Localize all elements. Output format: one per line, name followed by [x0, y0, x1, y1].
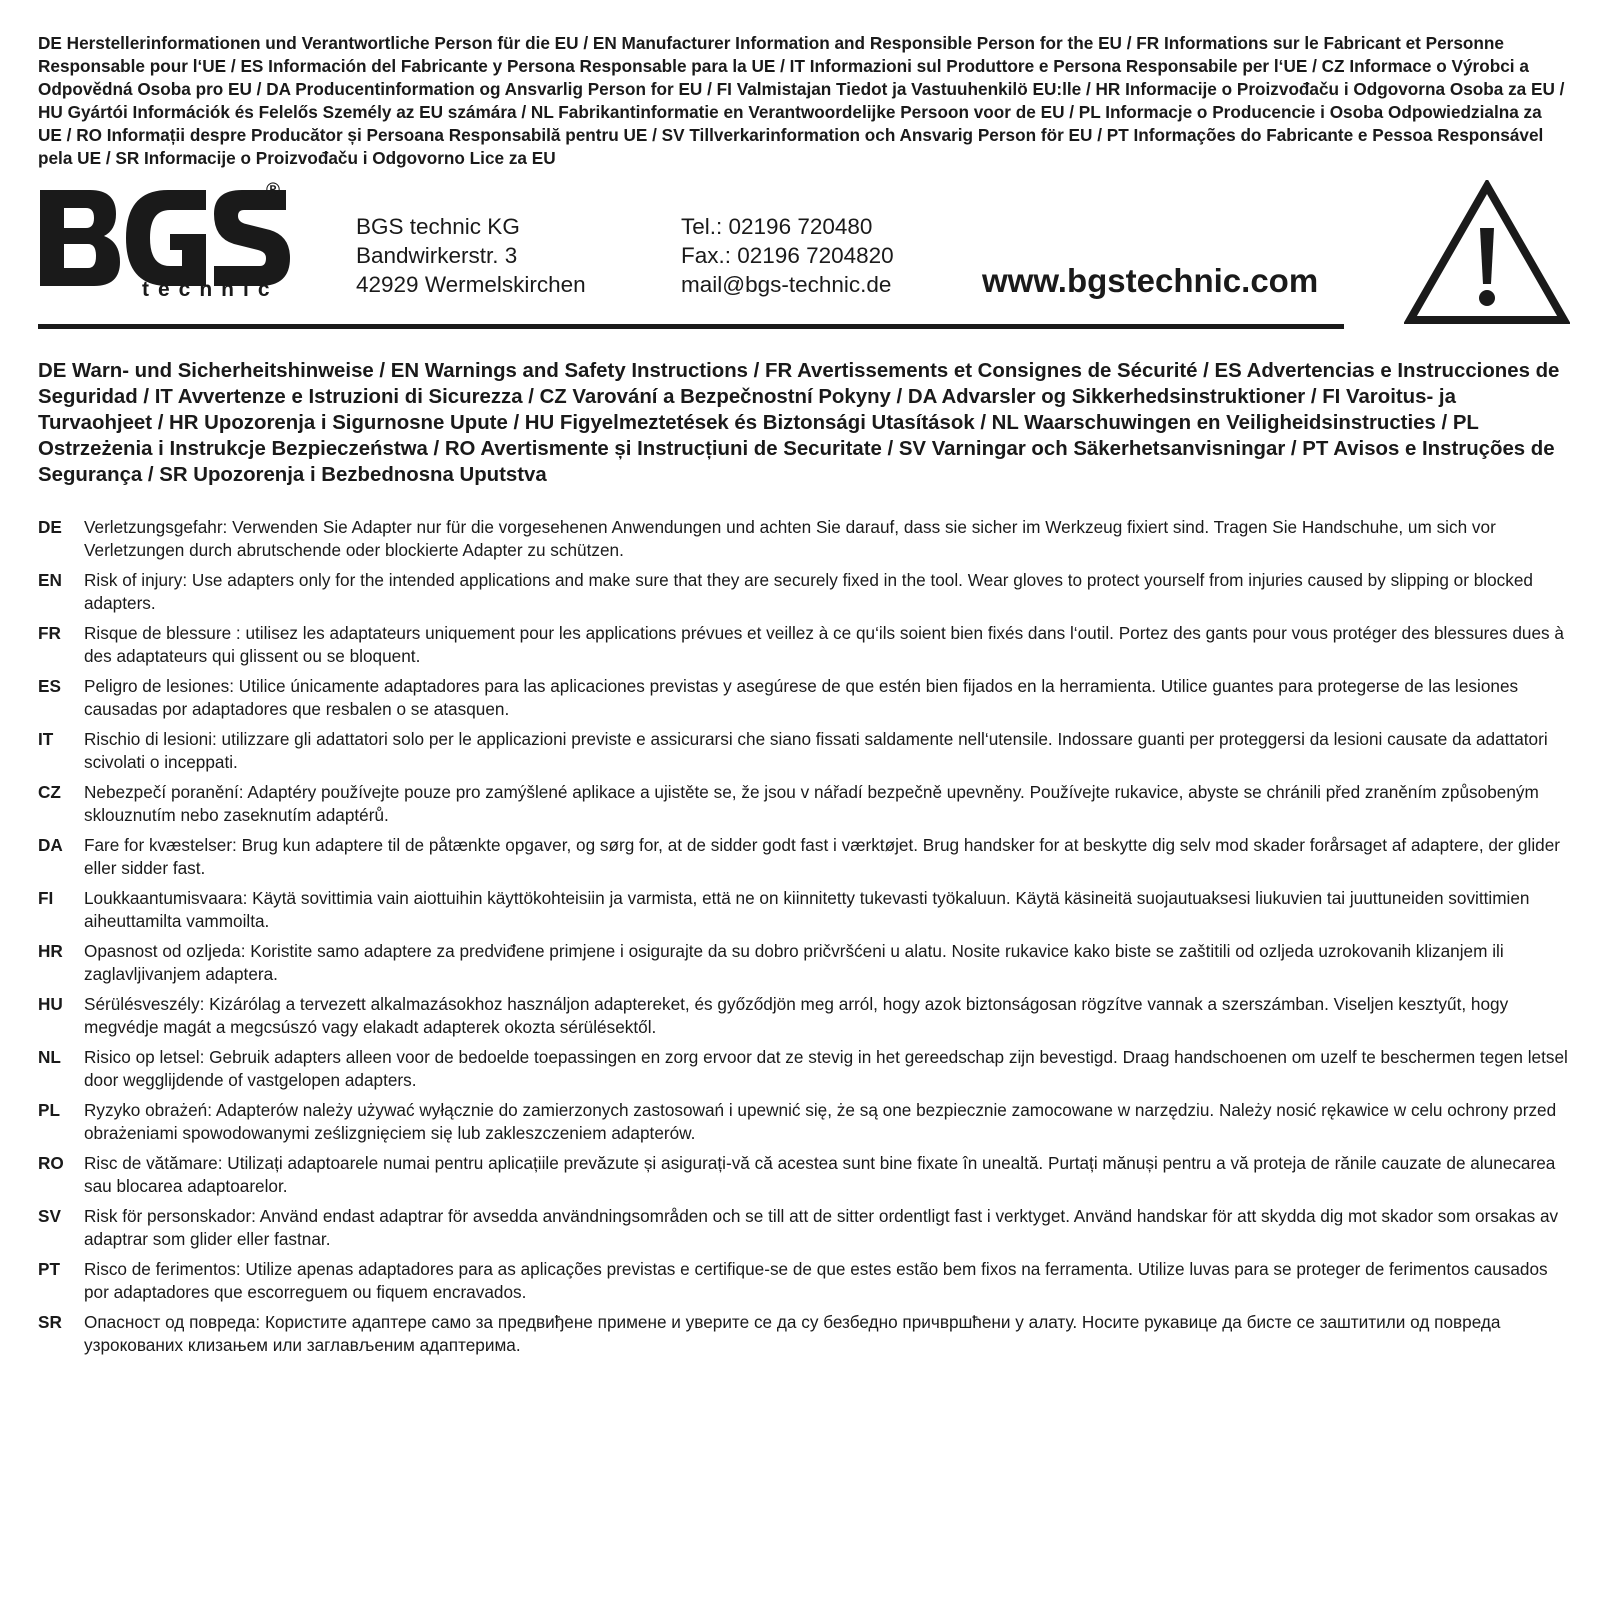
instruction-da [38, 834, 1568, 879]
instruction-text: Risk för personskador: Använd endast adaptrar för avsedda användningsområden och se till att de sitter ordentligt fast i verktyget. Använd handskar för att skydda dig mot skador som orsakas av adaptrar som glider eller fastnar. [84, 1206, 1559, 1249]
website-url: www.bgstechnic.com [982, 262, 1319, 299]
instruction-text: Opasnost od ozljeda: Koristite samo adaptere za predviđene primjene i osigurajte da su dobro pričvršćeni u alatu. Nosite rukavice kako biste se zaštitili od ozljeda uzrokovanih klizanjem ili zaglavljivanjem adaptera. [84, 941, 1504, 984]
bgs-technic-logo [38, 180, 294, 306]
manufacturer-info-heading: DE Herstellerinformationen und Verantwortliche Person für die EU / EN Manufacturer Information and Responsible Person for the EU / FR Informations sur le Fabricant et Personne Responsable pour l‘UE / ES Información del Fabricante y Persona Responsable para la UE / IT Informazioni sul Produttore e Persona Responsabile per l‘UE / CZ Informace o Výrobci a Odpovědná Osoba pro EU / DA Producentinformation og Ansvarlig Person for EU / FI Valmistajan Tiedot ja Vastuuhenkilö EU:lle / HR Informacije o Proizvođaču i Odgovorna Osoba za EU / HU Gyártói Információk és Felelős Személy az EU számára / NL Fabrikantinformatie en Verantwoordelijke Persoon voor de EU / PL Informacje o Producencie i Osoba Odpowiedzialna za UE / RO Informații despre Producător și Persoana Responsabilă pentru UE / SV Tillverkarinformation och Ansvarig Person för EU / PT Informações do Fabricante e Pessoa Responsável pela UE / SR Informacije o Proizvođaču i Odgovorno Lice za EU [38, 33, 1565, 168]
instruction-text: Risque de blessure : utilisez les adaptateurs uniquement pour les applications prévues et veillez à ce qu‘ils soient bien fixés dans l‘outil. Portez des gants pour vous protéger des blessures dues à des adaptateurs qui glissent ou se bloquent. [84, 623, 1564, 666]
language-code: SR [38, 1312, 62, 1332]
language-code: HR [38, 941, 63, 961]
document-page [38, 32, 1568, 1364]
instruction-text: Rischio di lesioni: utilizzare gli adattatori solo per le applicazioni previste e assicurarsi che siano fissati saldamente nell‘utensile. Indossare guanti per proteggersi da lesioni causate da adattatori scivolati o inceppati. [84, 729, 1548, 772]
safety-instructions-heading: DE Warn- und Sicherheitshinweise / EN Warnings and Safety Instructions / FR Avertissements et Consignes de Sécurité / ES Advertencias e Instrucciones de Seguridad / IT Avvertenze e Istruzioni di Sicurezza / CZ Varování a Bezpečnostní Pokyny / DA Advarsler og Sikkerhedsinstruktioner / FI Varoitus- ja Turvaohjeet / HR Upozorenja i Sigurnosne Upute / HU Figyelmeztetések és Biztonsági Utasítások / NL Waarschuwingen en Veiligheidsinstructies / PL Ostrzeżenia i Instrukcje Bezpieczeństwa / RO Avertismente și Instrucțiuni de Securitate / SV Varningar och Säkerhetsanvisningar / PT Avisos e Instruções de Segurança / SR Upozorenja i Bezbednosna Uputstva [38, 360, 1560, 486]
fax-number: Fax.: 02196 7204820 [681, 243, 894, 268]
language-code: FI [38, 888, 54, 908]
instruction-text: Опасност од повреда: Користите адаптере само за предвиђене примене и уверите се да су безбедно причвршћени у алату. Носите рукавице да бисте се заштитили од повреда узрокованих клизањем или заглављеним адаптерима. [84, 1312, 1501, 1355]
instruction-hu [38, 993, 1568, 1038]
company-header [38, 180, 1568, 346]
instruction-text: Sérülésveszély: Kizárólag a tervezett alkalmazásokhoz használjon adaptereket, és győződjön meg arról, hogy azok biztonságosan rögzítve vannak a szerszámban. Viseljen kesztyűt, hogy megvédje magát a megcsúszó vagy elakadt adapterek okozta sérülésektől. [84, 994, 1509, 1037]
header-divider [38, 324, 1344, 329]
instruction-text: Risico op letsel: Gebruik adapters alleen voor de bedoelde toepassingen en zorg ervoor dat ze stevig in het gereedschap zijn bevestigd. Draag handschoenen om uzelf te beschermen tegen letsel door wegglijdende of vastgelopen adapters. [84, 1047, 1568, 1090]
instruction-nl [38, 1046, 1568, 1091]
language-code: ES [38, 676, 61, 696]
instruction-ro [38, 1152, 1568, 1197]
company-address [356, 212, 586, 299]
instruction-hr [38, 940, 1568, 985]
company-city: 42929 Wermelskirchen [356, 272, 586, 297]
instruction-it [38, 728, 1568, 773]
company-contact [681, 212, 894, 299]
instruction-cz [38, 781, 1568, 826]
language-code: PT [38, 1259, 60, 1279]
company-street: Bandwirkerstr. 3 [356, 243, 518, 268]
instruction-sr [38, 1311, 1568, 1356]
instruction-fr [38, 622, 1568, 667]
company-name: BGS technic KG [356, 214, 520, 239]
instruction-text: Loukkaantumisvaara: Käytä sovittimia vain aiottuihin käyttökohteisiin ja varmista, että ne on kiinnitetty tukevasti työkaluun. Käytä käsineitä suojautuaksesi liukuvien tai juuttuneiden sovittimien aiheuttamilta vammoilta. [84, 888, 1530, 931]
language-code: HU [38, 994, 63, 1014]
instruction-text: Nebezpečí poranění: Adaptéry používejte pouze pro zamýšlené aplikace a ujistěte se, že jsou v nářadí bezpečně upevněny. Používejte rukavice, abyste se chránili před zraněním způsobeným sklouznutím nebo zaseknutím adaptérů. [84, 782, 1539, 825]
instruction-fi [38, 887, 1568, 932]
instruction-text: Fare for kvæstelser: Brug kun adaptere til de påtænkte opgaver, og sørg for, at de sidder godt fast i værktøjet. Brug handsker for at beskytte dig selv mod skader forårsaget af adaptere, der glider eller sidder fast. [84, 835, 1561, 878]
warning-triangle-icon [1404, 180, 1570, 331]
instruction-pl [38, 1099, 1568, 1144]
registered-mark: ® [266, 180, 280, 201]
instruction-de [38, 516, 1568, 561]
language-code: DA [38, 835, 63, 855]
instruction-es [38, 675, 1568, 720]
language-code: RO [38, 1153, 64, 1173]
instruction-sv [38, 1205, 1568, 1250]
phone-number: Tel.: 02196 720480 [681, 214, 873, 239]
language-code: NL [38, 1047, 61, 1067]
instruction-text: Risco de ferimentos: Utilize apenas adaptadores para as aplicações previstas e certifique-se de que estes estão bem fixos na ferramenta. Utilize luvas para se proteger de ferimentos causados por adaptadores que escorreguem ou fiquem encravados. [84, 1259, 1548, 1302]
language-code: PL [38, 1100, 60, 1120]
language-code: FR [38, 623, 61, 643]
logo-subtitle: technic [142, 278, 279, 301]
instruction-text: Risc de vătămare: Utilizați adaptoarele numai pentru aplicațiile prevăzute și asigurați-vă că acestea sunt bine fixate în unealtă. Purtați mănuși pentru a vă proteja de rănile cauzate de alunecarea sau blocarea adaptoarelor. [84, 1153, 1556, 1196]
instructions-list [38, 516, 1568, 1356]
email-address: mail@bgs-technic.de [681, 272, 892, 297]
language-code: DE [38, 517, 62, 537]
instruction-text: Risk of injury: Use adapters only for the intended applications and make sure that they are securely fixed in the tool. Wear gloves to protect yourself from injuries caused by slipping or blocked adapters. [84, 570, 1533, 613]
instruction-pt [38, 1258, 1568, 1303]
language-code: CZ [38, 782, 61, 802]
instruction-text: Verletzungsgefahr: Verwenden Sie Adapter nur für die vorgesehenen Anwendungen und achten Sie darauf, dass sie sicher im Werkzeug fixiert sind. Tragen Sie Handschuhe, um sich vor Verletzungen durch abrutschende oder blockierte Adapter zu schützen. [84, 517, 1496, 560]
language-code: EN [38, 570, 62, 590]
language-code: SV [38, 1206, 61, 1226]
instruction-en [38, 569, 1568, 614]
instruction-text: Ryzyko obrażeń: Adapterów należy używać wyłącznie do zamierzonych zastosowań i upewnić się, że są one bezpiecznie zamocowane w narzędziu. Należy nosić rękawice w celu ochrony przed obrażeniami spowodowanymi ześlizgnięciem się lub zakleszczeniem adapterów. [84, 1100, 1557, 1143]
instruction-text: Peligro de lesiones: Utilice únicamente adaptadores para las aplicaciones previstas y asegúrese de que estén bien fijados en la herramienta. Utilice guantes para protegerse de las lesiones causadas por adaptadores que resbalen o se atasquen. [84, 676, 1519, 719]
language-code: IT [38, 729, 54, 749]
